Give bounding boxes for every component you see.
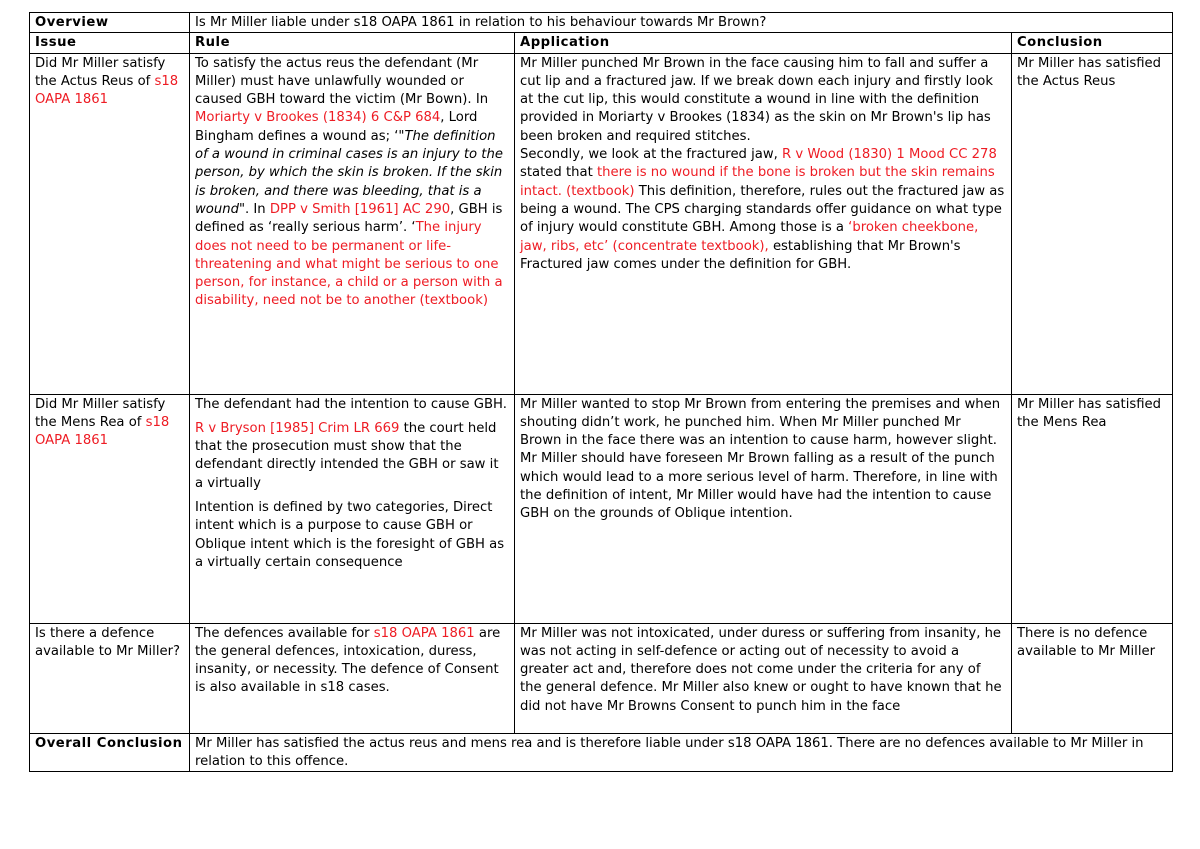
citation-text: Moriarty v Brookes (1834) 6 C&P 684 (195, 110, 441, 126)
conclusion-header: Conclusion (1012, 33, 1173, 53)
citation-text: s18 OAPA 1861 (35, 73, 179, 108)
body-text: To satisfy the actus reus the defendant (Mr Miller) must have unlawfully wounded or caused GBH toward the victim (Mr Bown). In (195, 55, 489, 108)
overview-label: Overview (30, 13, 190, 33)
paragraph (195, 396, 509, 414)
legal-analysis-table (29, 12, 1173, 772)
application-cell (515, 623, 1012, 733)
body-text: Intention is defined by two categories, Direct intent which is a purpose to cause GBH or Oblique intent which is the foresight of GBH as a virtually certain consequence (195, 500, 505, 570)
overview-question: Is Mr Miller liable under s18 OAPA 1861 in relation to his behaviour towards Mr Brown? (190, 13, 1173, 33)
conclusion-cell: There is no defence available to Mr Miller (1012, 623, 1173, 733)
mens-rea-row (30, 394, 1173, 623)
rule-cell (190, 623, 515, 733)
paragraph (195, 625, 509, 698)
rule-cell (190, 53, 515, 394)
rule-cell (190, 394, 515, 623)
rule-header: Rule (190, 33, 515, 53)
citation-text: R v Wood (1830) 1 Mood CC 278 (782, 147, 997, 163)
paragraph (520, 55, 1006, 146)
body-text: The defendant had the intention to cause GBH. (195, 396, 507, 412)
application-cell (515, 394, 1012, 623)
quote-text: The definition of a wound in criminal cases is an injury to the person, by which the skin is broken. If the skin is broken, and there was bleeding, that is a wound (195, 128, 503, 217)
overall-text: Mr Miller has satisfied the actus reus and mens rea and is therefore liable under s18 OAPA 1861. There are no defences available to Mr Miller in relation to this offence. (190, 733, 1173, 772)
citation-text: there is no wound if the bone is broken but the skin remains intact. (textbook) (520, 165, 995, 199)
body-text: This definition, therefore, rules out the fractured jaw as being a wound. The CPS charging standards offer guidance on what type of injury would constitute GBH. Among those is a (520, 183, 1005, 236)
citation-text: R v Bryson [1985] Crim LR 669 (195, 420, 400, 436)
body-text: are the general defences, intoxication, duress, insanity, or necessity. The defence of Consent is also available in s18 cases. (195, 625, 501, 696)
body-text: Did Mr Miller satisfy the Actus Reus of (35, 55, 166, 89)
conclusion-cell: Mr Miller has satisfied the Mens Rea (1012, 394, 1173, 623)
issue-cell (30, 394, 190, 623)
citation-text: ‘broken cheekbone, jaw, ribs, etc’ (concentrate textbook), (520, 220, 979, 254)
overview-row (30, 13, 1173, 33)
issue-header: Issue (30, 33, 190, 53)
issue-cell (30, 53, 190, 394)
body-text: The defences available for (195, 625, 374, 641)
body-text: the court held that the prosecution must show that the defendant directly intended the GBH or saw it a virtually (195, 420, 499, 491)
actus-reus-row (30, 53, 1173, 394)
body-text: establishing that Mr Brown's Fractured jaw comes under the definition for GBH. (520, 238, 961, 272)
citation-text: DPP v Smith [1961] AC 290 (269, 201, 451, 217)
body-text: Is there a defence available to Mr Miller? (35, 625, 181, 659)
body-text: ". In (238, 201, 270, 217)
paragraph (195, 420, 509, 493)
application-header: Application (515, 33, 1012, 53)
application-cell (515, 53, 1012, 394)
citation-text: s18 OAPA 1861 (35, 414, 170, 449)
paragraph (195, 499, 509, 572)
defence-row (30, 623, 1173, 733)
paragraph (195, 55, 509, 311)
body-text: Mr Miller wanted to stop Mr Brown from entering the premises and when shouting didn’t work, he punched him. When Mr Miller punched Mr Brown in the face there was an intention to cause harm, however slight. Mr Miller should have foreseen Mr Brown falling as a result of the punch which would lead to a more serious level of harm. Therefore, in line with the definition of intent, Mr Miller would have had the intention to cause GBH on the grounds of Oblique intention. (520, 396, 1001, 522)
body-text: Mr Miller punched Mr Brown in the face causing him to fall and suffer a cut lip and a fractured jaw. If we break down each injury and firstly look at the cut lip, this would constitute a wound in line with the definition provided in Moriarty v Brookes (1834) as the skin on Mr Brown's lip has been broken and required stitches. (520, 55, 994, 144)
body-text: Secondly, we look at the fractured jaw, (520, 147, 783, 163)
body-text: , Lord Bingham defines a wound as; ‘" (195, 110, 478, 144)
paragraph (520, 396, 1006, 524)
header-row (30, 33, 1173, 53)
body-text: , GBH is defined as ‘really serious harm’. ‘ (195, 201, 503, 236)
overall-row (30, 733, 1173, 772)
overall-label: Overall Conclusion (30, 733, 190, 772)
body-text: Mr Miller was not intoxicated, under duress or suffering from insanity, he was not acting in self-defence or acting out of necessity to avoid a greater act and, therefore does not come under the criteria for any of the general defence. Mr Miller also knew or ought to have known that he did not have Mr Browns Consent to punch him in the face (520, 625, 1002, 714)
paragraph (520, 625, 1006, 716)
issue-cell (30, 623, 190, 733)
citation-text: The injury does not need to be permanent or life-threatening and what might be serious to one person, for instance, a child or a person with a disability, need not be to another (textbook) (195, 220, 503, 309)
body-text: Did Mr Miller satisfy the Mens Rea of (35, 396, 166, 430)
citation-text: s18 OAPA 1861 (373, 625, 475, 641)
body-text: stated that (520, 165, 597, 181)
conclusion-cell: Mr Miller has satisfied the Actus Reus (1012, 53, 1173, 394)
paragraph (520, 146, 1006, 274)
